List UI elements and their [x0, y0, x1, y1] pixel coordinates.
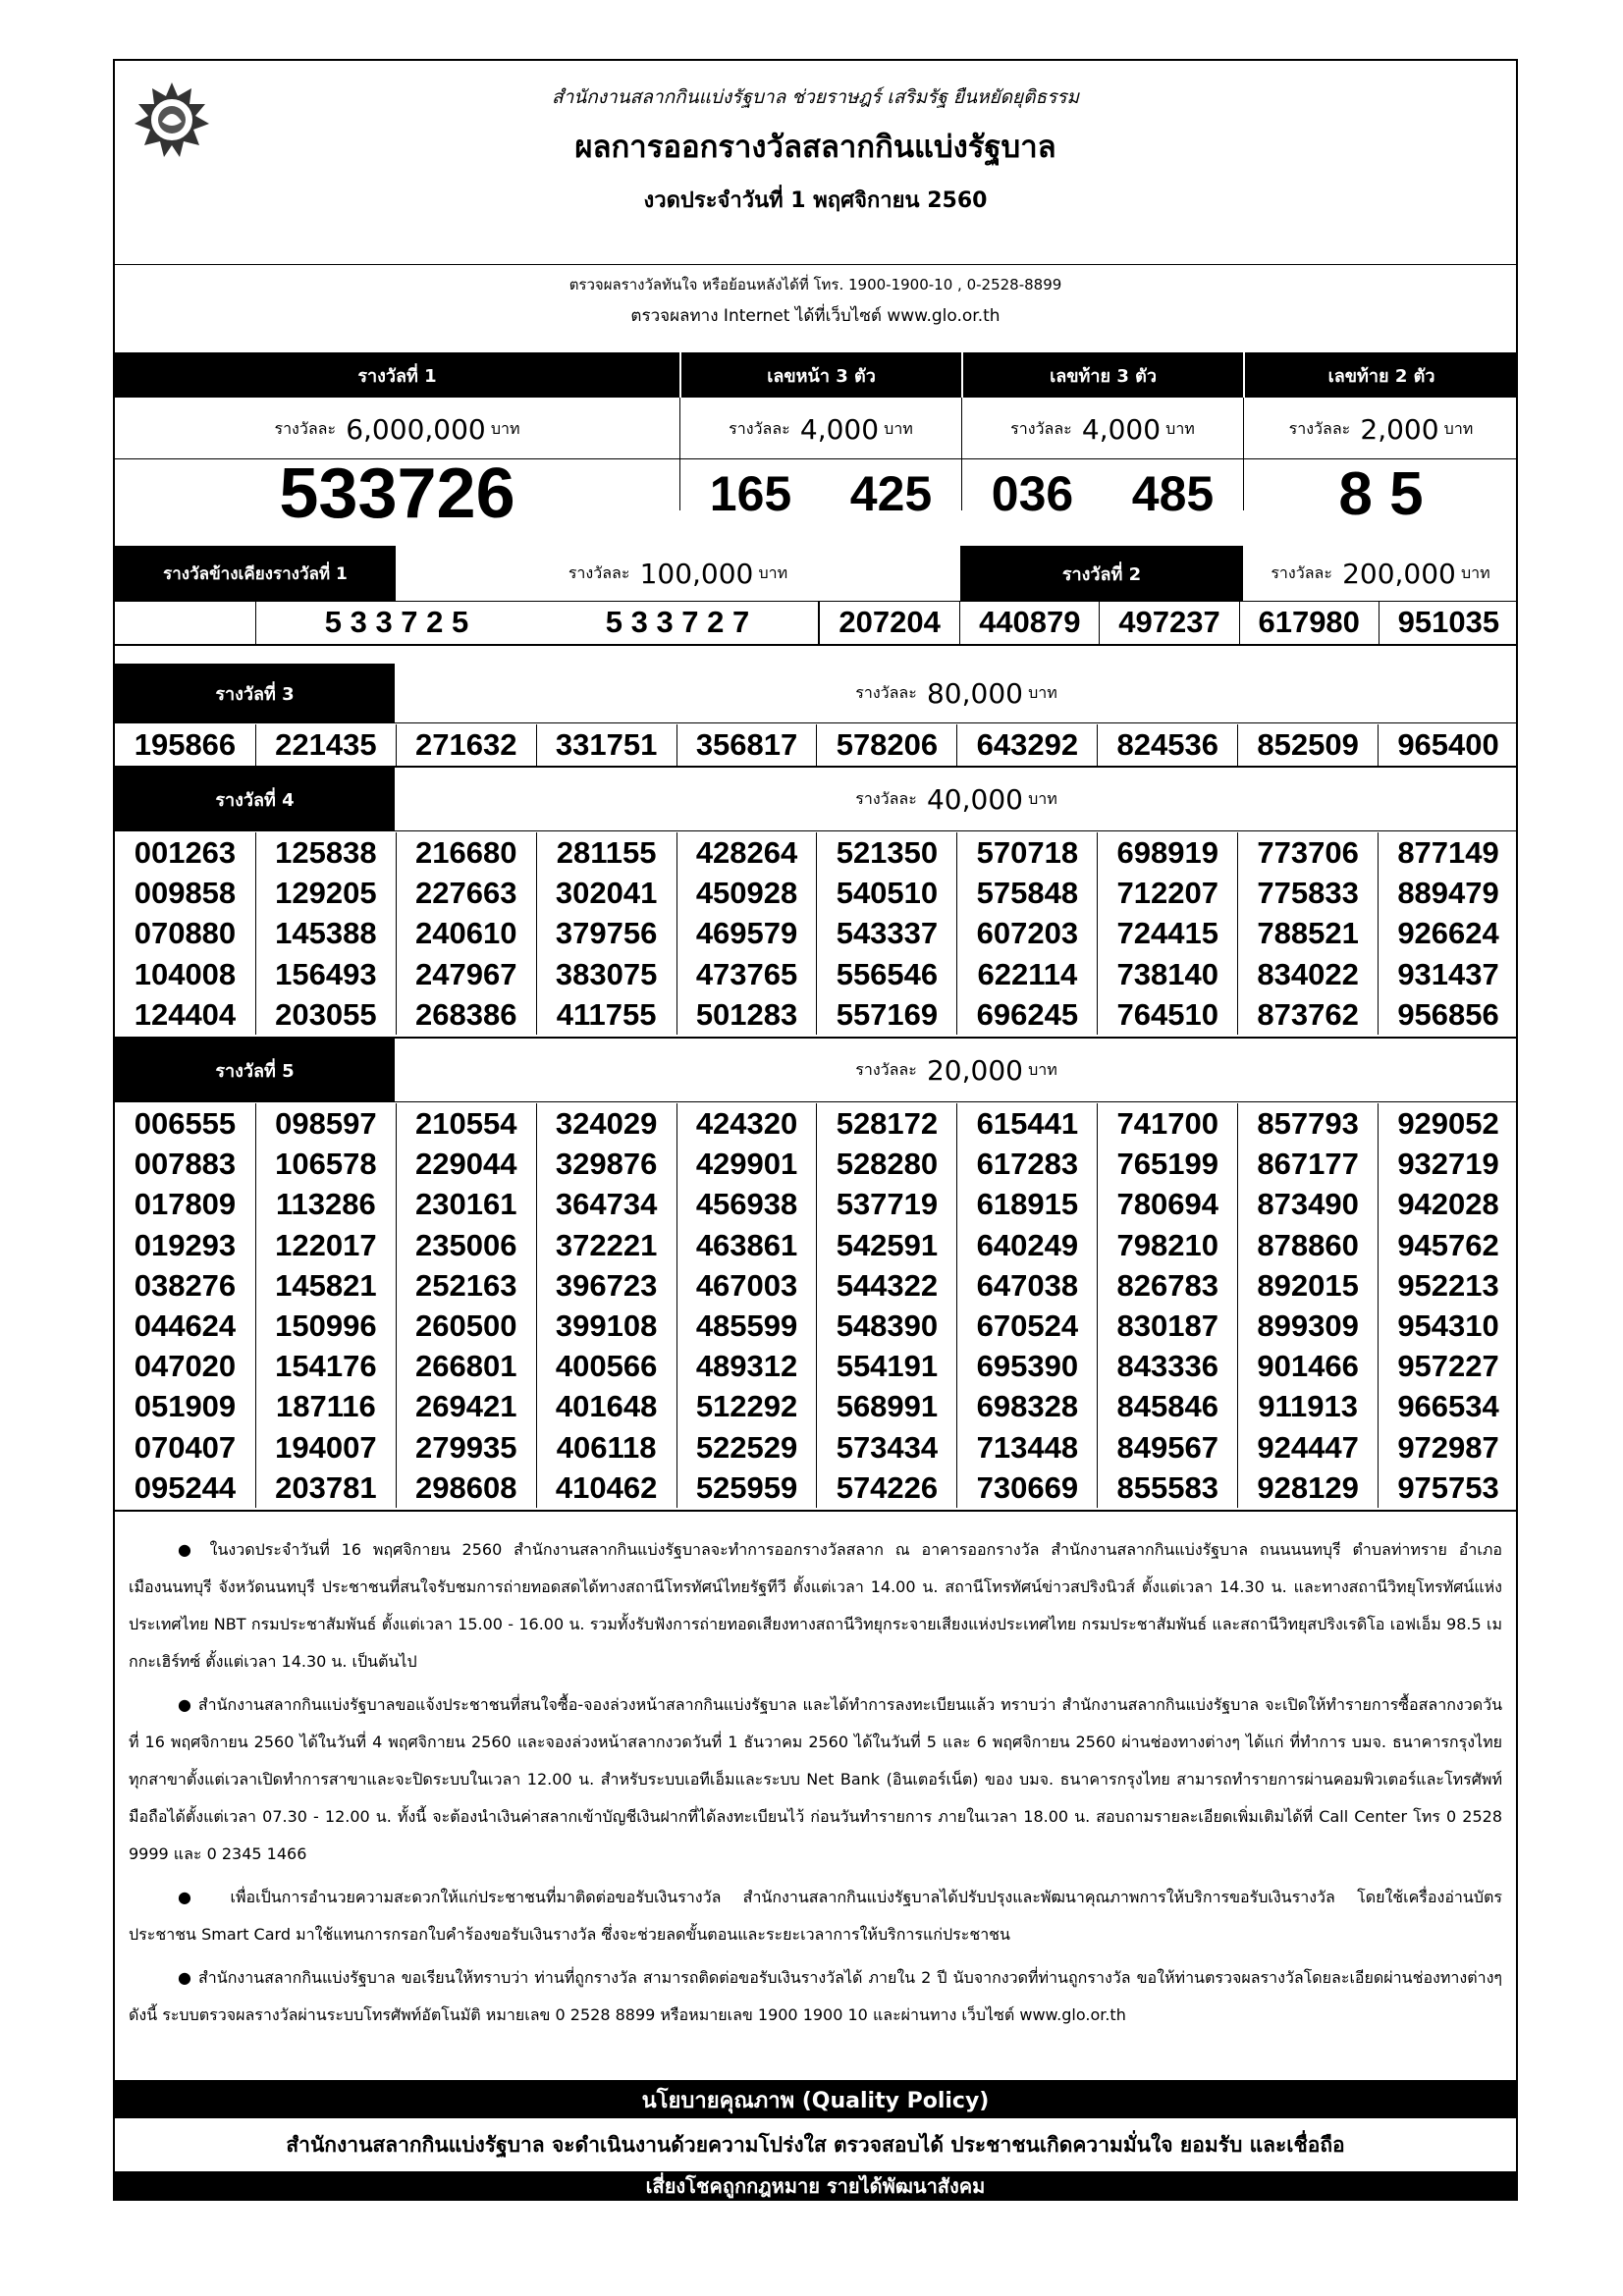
quality-policy-title: นโยบายคุณภาพ (Quality Policy) — [115, 2081, 1516, 2118]
fifth-prize-number: 512292 — [676, 1386, 817, 1426]
third-prize-number: 271632 — [396, 724, 536, 766]
fifth-prize-number: 070407 — [134, 1429, 237, 1465]
fifth-prize-number: 617283 — [956, 1144, 1097, 1184]
fifth-prize-number: 972987 — [1378, 1427, 1518, 1468]
fourth-prize-numbers — [115, 832, 1518, 1035]
fifth-prize-number: 235006 — [396, 1225, 536, 1265]
fifth-prize-number: 698328 — [956, 1386, 1097, 1426]
fifth-prize-number: 798210 — [1097, 1225, 1237, 1265]
fifth-prize-number: 929052 — [1378, 1103, 1518, 1144]
fifth-prize-number: 892015 — [1237, 1265, 1378, 1306]
fifth-prize-number: 957227 — [1378, 1346, 1518, 1386]
fifth-prize-number: 542591 — [816, 1225, 956, 1265]
last2-number: 8 5 — [1338, 459, 1424, 528]
fourth-prize-number: 698919 — [1097, 832, 1237, 873]
third-prize-number: 643292 — [956, 724, 1097, 766]
fourth-prize-number: 889479 — [1378, 873, 1518, 913]
divider — [115, 1101, 1516, 1102]
fifth-prize-number: 855583 — [1097, 1468, 1237, 1508]
near-first-amount: รางวัลละ 100,000 บาท — [568, 557, 788, 590]
fifth-prize-number: 038276 — [134, 1267, 237, 1303]
fifth-prize-number: 364734 — [536, 1184, 676, 1224]
third-prize-number: 578206 — [816, 724, 956, 766]
announcement-notes — [115, 1531, 1516, 2040]
fifth-prize-number: 615441 — [956, 1103, 1097, 1144]
second-prize-number: 617980 — [1239, 601, 1379, 644]
fourth-prize-number: 557169 — [816, 994, 956, 1035]
third-prize-number: 852509 — [1237, 724, 1378, 766]
fourth-prize-number: 570718 — [956, 832, 1097, 873]
note-paragraph: ● เพื่อเป็นการอำนวยความสะดวกให้แก่ประชาชนที่มาติดต่อขอรับเงินรางวัล สำนักงานสลากกินแบ่งรัฐบาลได้ปรับปรุงและพัฒนาคุณภาพการให้บริการขอรับเงินรางวัล โดยใช้เครื่องอ่านบัตรประชาชน Smart Card มาใช้แทนการกรอกใบคำร้องขอรับเงินรางวัล ซึ่งจะช่วยลดขั้นตอนและระยะเวลาการให้บริการแก่ประชาชน — [129, 1888, 1502, 1944]
front3-number-1: 165 — [709, 466, 792, 521]
fifth-prize-number: 952213 — [1378, 1265, 1518, 1306]
fourth-prize-amount: รางวัลละ 40,000 บาท — [855, 782, 1057, 816]
fifth-prize-number: 372221 — [536, 1225, 676, 1265]
fifth-prize-number: 954310 — [1378, 1306, 1518, 1346]
fifth-prize-number: 260500 — [396, 1306, 536, 1346]
fifth-prize-number: 406118 — [536, 1427, 676, 1468]
third-prize-number: 965400 — [1378, 724, 1518, 766]
slogan: เสี่ยงโชคถูกกฎหมาย รายได้พัฒนาสังคม — [115, 2171, 1516, 2201]
fifth-prize-number: 574226 — [816, 1468, 956, 1508]
second-prize-numbers — [818, 601, 1518, 644]
last3-number-2: 485 — [1131, 466, 1215, 521]
fourth-prize-number: 521350 — [816, 832, 956, 873]
fifth-prize-number: 194007 — [255, 1427, 396, 1468]
second-prize-number: 497237 — [1099, 601, 1238, 644]
fifth-prize-number: 780694 — [1097, 1184, 1237, 1224]
fifth-prize-number: 741700 — [1097, 1103, 1237, 1144]
fifth-prize-number: 006555 — [134, 1106, 237, 1141]
fifth-prize-number: 670524 — [956, 1306, 1097, 1346]
fourth-prize-number: 070880 — [134, 916, 237, 951]
fifth-prize-numbers — [115, 1103, 1518, 1508]
fourth-prize-number: 877149 — [1378, 832, 1518, 873]
fifth-prize-number: 713448 — [956, 1427, 1097, 1468]
last2-label: เลขท้าย 2 ตัว — [1245, 352, 1518, 398]
fifth-prize-number: 618915 — [956, 1184, 1097, 1224]
lottery-result-sheet — [113, 59, 1518, 2201]
fourth-prize-number: 203055 — [255, 994, 396, 1035]
near-first-label: รางวัลข้างเคียงรางวัลที่ 1 — [115, 546, 396, 601]
fourth-prize-number: 469579 — [676, 913, 817, 953]
fifth-prize-number: 154176 — [255, 1346, 396, 1386]
fifth-prize-number: 554191 — [816, 1346, 956, 1386]
fourth-prize-number: 738140 — [1097, 954, 1237, 994]
fifth-prize-number: 537719 — [816, 1184, 956, 1224]
header — [115, 61, 1516, 265]
last3-number-1: 036 — [991, 466, 1074, 521]
fourth-prize-number: 764510 — [1097, 994, 1237, 1035]
second-prize-label: รางวัลที่ 2 — [960, 546, 1243, 601]
fourth-prize-number: 775833 — [1237, 873, 1378, 913]
third-prize-number: 195866 — [134, 727, 237, 762]
fourth-prize-number: 956856 — [1378, 994, 1518, 1035]
last2-amount: รางวัลละ 2,000 บาท — [1288, 412, 1474, 446]
fifth-prize-number: 826783 — [1097, 1265, 1237, 1306]
third-prize-numbers — [115, 724, 1518, 766]
third-prize-number: 331751 — [536, 724, 676, 766]
contact-phone: ตรวจผลรางวัลทันใจ หรือย้อนหลังได้ที่ โทร. 1900-1900-10 , 0-2528-8899 — [568, 276, 1062, 294]
fifth-prize-number: 150996 — [255, 1306, 396, 1346]
fifth-prize-number: 279935 — [396, 1427, 536, 1468]
fourth-prize-number: 129205 — [255, 873, 396, 913]
fourth-prize-number: 411755 — [536, 994, 676, 1035]
fourth-prize-number: 926624 — [1378, 913, 1518, 953]
fourth-prize-number: 240610 — [396, 913, 536, 953]
fifth-prize-number: 901466 — [1237, 1346, 1378, 1386]
fifth-prize-number: 845846 — [1097, 1386, 1237, 1426]
fifth-prize-number: 429901 — [676, 1144, 817, 1184]
fifth-prize-number: 647038 — [956, 1265, 1097, 1306]
fifth-prize-number: 230161 — [396, 1184, 536, 1224]
fourth-prize-number: 556546 — [816, 954, 956, 994]
fourth-prize-number: 379756 — [536, 913, 676, 953]
motto: สำนักงานสลากกินแบ่งรัฐบาล ช่วยราษฎร์ เสริมรัฐ ยืนหยัดยุติธรรม — [551, 86, 1080, 108]
third-prize-number: 824536 — [1097, 724, 1237, 766]
second-prize-number: 951035 — [1379, 601, 1518, 644]
fourth-prize-number: 145388 — [255, 913, 396, 953]
fifth-prize-number: 525959 — [676, 1468, 817, 1508]
fifth-prize-number: 548390 — [816, 1306, 956, 1346]
quality-policy-text: สำนักงานสลากกินแบ่งรัฐบาล จะดำเนินงานด้วยความโปร่งใส ตรวจสอบได้ ประชาชนเกิดความมั่นใจ ยอมรับ และเชื่อถือ — [286, 2132, 1345, 2157]
fourth-prize-number: 001263 — [134, 835, 237, 870]
second-prize-number: 440879 — [959, 601, 1099, 644]
fifth-prize-number: 878860 — [1237, 1225, 1378, 1265]
front3-amount: รางวัลละ 4,000 บาท — [729, 412, 913, 446]
fourth-prize-number: 540510 — [816, 873, 956, 913]
fourth-prize-number: 724415 — [1097, 913, 1237, 953]
fifth-prize-number: 098597 — [255, 1103, 396, 1144]
fourth-prize-number: 247967 — [396, 954, 536, 994]
fifth-prize-number: 924447 — [1237, 1427, 1378, 1468]
front3-label: เลขหน้า 3 ตัว — [681, 352, 961, 398]
fifth-prize-number: 329876 — [536, 1144, 676, 1184]
fifth-prize-number: 867177 — [1237, 1144, 1378, 1184]
fourth-prize-number: 104008 — [134, 956, 237, 991]
last3-label: เลขท้าย 3 ตัว — [963, 352, 1243, 398]
fifth-prize-number: 830187 — [1097, 1306, 1237, 1346]
fourth-prize-number: 383075 — [536, 954, 676, 994]
fifth-prize-number: 528172 — [816, 1103, 956, 1144]
fourth-prize-number: 268386 — [396, 994, 536, 1035]
third-prize-amount: รางวัลละ 80,000 บาท — [855, 676, 1057, 710]
fifth-prize-number: 568991 — [816, 1386, 956, 1426]
fourth-prize-number: 696245 — [956, 994, 1097, 1035]
draw-date: งวดประจำวันที่ 1 พฤศจิกายน 2560 — [643, 188, 988, 213]
fifth-prize-number: 942028 — [1378, 1184, 1518, 1224]
first-prize-number: 533726 — [279, 454, 515, 533]
fifth-prize-number: 928129 — [1237, 1468, 1378, 1508]
divider — [115, 722, 1516, 723]
first-prize-label: รางวัลที่ 1 — [115, 352, 679, 398]
fifth-prize-number: 401648 — [536, 1386, 676, 1426]
fourth-prize-number: 773706 — [1237, 832, 1378, 873]
near-first-number-1: 5 3 3 7 2 5 — [324, 605, 469, 639]
page-title: ผลการออกรางวัลสลากกินแบ่งรัฐบาล — [574, 130, 1056, 165]
fourth-prize-number: 712207 — [1097, 873, 1237, 913]
fifth-prize-number: 467003 — [676, 1265, 817, 1306]
fifth-prize-number: 873490 — [1237, 1184, 1378, 1224]
contact-web: ตรวจผลทาง Internet ได้ที่เว็บไซต์ www.glo.or.th — [630, 306, 1001, 326]
fifth-prize-number: 463861 — [676, 1225, 817, 1265]
divider — [115, 644, 1516, 646]
front3-number-2: 425 — [849, 466, 933, 521]
fifth-prize-number: 849567 — [1097, 1427, 1237, 1468]
fifth-prize-number: 640249 — [956, 1225, 1097, 1265]
fifth-prize-number: 945762 — [1378, 1225, 1518, 1265]
third-prize-label: รางวัลที่ 3 — [115, 664, 395, 722]
fifth-prize-number: 489312 — [676, 1346, 817, 1386]
divider — [115, 1510, 1516, 1512]
fifth-prize-number: 324029 — [536, 1103, 676, 1144]
fifth-prize-number: 857793 — [1237, 1103, 1378, 1144]
fifth-prize-amount: รางวัลละ 20,000 บาท — [855, 1053, 1057, 1087]
fifth-prize-number: 695390 — [956, 1346, 1097, 1386]
fifth-prize-number: 122017 — [255, 1225, 396, 1265]
fourth-prize-number: 473765 — [676, 954, 817, 994]
fourth-prize-number: 227663 — [396, 873, 536, 913]
fourth-prize-number: 575848 — [956, 873, 1097, 913]
fifth-prize-number: 017809 — [134, 1187, 237, 1222]
fourth-prize-number: 788521 — [1237, 913, 1378, 953]
third-prize-number: 356817 — [676, 724, 817, 766]
fourth-prize-number: 124404 — [134, 996, 237, 1032]
fifth-prize-number: 843336 — [1097, 1346, 1237, 1386]
near-first-number-2: 5 3 3 7 2 7 — [605, 605, 750, 639]
fifth-prize-number: 396723 — [536, 1265, 676, 1306]
fifth-prize-number: 095244 — [134, 1469, 237, 1505]
fourth-prize-number: 450928 — [676, 873, 817, 913]
fifth-prize-number: 911913 — [1237, 1386, 1378, 1426]
fifth-prize-number: 113286 — [255, 1184, 396, 1224]
note-paragraph: ● สำนักงานสลากกินแบ่งรัฐบาลขอแจ้งประชาชนที่สนใจซื้อ-จองล่วงหน้าสลากกินแบ่งรัฐบาล และได้ทำการลงทะเบียนแล้ว ทราบว่า สำนักงานสลากกินแบ่งรัฐบาล จะเปิดให้ทำรายการซื้อสลากงวดวันที่ 16 พฤศจิกายน 2560 ได้ในวันที่ 4 พฤศจิกายน 2560 และจองล่วงหน้าสลากงวดวันที่ 1 ธันวาคม 2560 ได้ในวันที่ 5 และ 6 พฤศจิกายน 2560 ผ่านช่องทางต่างๆ ได้แก่ ที่ทำการ บมจ. ธนาคารกรุงไทย ทุกสาขาตั้งแต่เวลาเปิดทำการสาขาและจะปิดระบบในเวลา 12.00 น. สำหรับระบบเอทีเอ็มและระบบ Net Bank (อินเตอร์เน็ต) ของ บมจ. ธนาคารกรุงไทย สามารถทำรายการผ่านคอมพิวเตอร์และโทรศัพท์มือถือได้ตั้งแต่เวลา 07.30 - 12.00 น. ทั้งนี้ จะต้องนำเงินค่าสลากเข้าบัญชีเงินฝากที่ได้ลงทะเบียนไว้ ก่อนวันทำรายการ ภายในเวลา 18.00 น. สอบถามรายละเอียดเพิ่มเติมได้ที่ Call Center โทร 0 2528 9999 และ 0 2345 1466 — [129, 1695, 1502, 1863]
fifth-prize-number: 229044 — [396, 1144, 536, 1184]
fourth-prize-number: 622114 — [956, 954, 1097, 994]
fifth-prize-number: 007883 — [134, 1147, 237, 1182]
fourth-prize-number: 302041 — [536, 873, 676, 913]
fourth-prize-number: 281155 — [536, 832, 676, 873]
second-prize-amount: รางวัลละ 200,000 บาท — [1271, 557, 1490, 590]
fourth-prize-number: 428264 — [676, 832, 817, 873]
second-prize-number: 207204 — [839, 605, 941, 639]
fourth-prize-number: 607203 — [956, 913, 1097, 953]
fifth-prize-number: 298608 — [396, 1468, 536, 1508]
fifth-prize-number: 966534 — [1378, 1386, 1518, 1426]
fifth-prize-number: 410462 — [536, 1468, 676, 1508]
fifth-prize-number: 522529 — [676, 1427, 817, 1468]
fourth-prize-number: 216680 — [396, 832, 536, 873]
divider — [115, 830, 1516, 831]
fifth-prize-number: 210554 — [396, 1103, 536, 1144]
fifth-prize-number: 187116 — [255, 1386, 396, 1426]
note-paragraph: ● สำนักงานสลากกินแบ่งรัฐบาล ขอเรียนให้ทราบว่า ท่านที่ถูกรางวัล สามารถติดต่อขอรับเงินรางวัลได้ ภายใน 2 ปี นับจากงวดที่ท่านถูกรางวัล ขอให้ท่านตรวจผลรางวัลโดยละเอียดผ่านช่องทางต่างๆ ดังนี้ ระบบตรวจผลรางวัลผ่านระบบโทรศัพท์อัตโนมัติ หมายเลข 0 2528 8899 หรือหมายเลข 1900 1900 10 และผ่านทาง เว็บไซต์ www.glo.or.th — [129, 1968, 1502, 2024]
fifth-prize-number: 424320 — [676, 1103, 817, 1144]
fourth-prize-number: 873762 — [1237, 994, 1378, 1035]
fifth-prize-number: 765199 — [1097, 1144, 1237, 1184]
note-paragraph: ● ในงวดประจำวันที่ 16 พฤศจิกายน 2560 สำนักงานสลากกินแบ่งรัฐบาลจะทำการออกรางวัลสลาก ณ อาคารออกรางวัล สำนักงานสลากกินแบ่งรัฐบาล ถนนนนทบุรี ตำบลท่าทราย อำเภอเมืองนนทบุรี จังหวัดนนทบุรี ประชาชนที่สนใจรับชมการถ่ายทอดสดได้ทางสถานีโทรทัศน์ไทยรัฐทีวี ตั้งแต่เวลา 14.00 น. สถานีโทรทัศน์ข่าวสปริงนิวส์ ตั้งแต่เวลา 14.30 น. และทางสถานีวิทยุโทรทัศน์แห่งประเทศไทย NBT กรมประชาสัมพันธ์ ตั้งแต่เวลา 15.00 - 16.00 น. รวมทั้งรับฟังการถ่ายทอดเสียงทางสถานีวิทยุกระจายเสียงแห่งประเทศไทย กรมประชาสัมพันธ์ และสถานีวิทยุสปริงเรดิโอ เอฟเอ็ม 98.5 เมกกะเฮิร์ทซ์ ตั้งแต่เวลา 14.30 น. เป็นต้นไป — [129, 1540, 1502, 1671]
fifth-prize-number: 730669 — [956, 1468, 1097, 1508]
fifth-prize-number: 975753 — [1378, 1468, 1518, 1508]
fifth-prize-label: รางวัลที่ 5 — [115, 1039, 395, 1101]
fifth-prize-number: 456938 — [676, 1184, 817, 1224]
fifth-prize-number: 544322 — [816, 1265, 956, 1306]
fourth-prize-number: 834022 — [1237, 954, 1378, 994]
fifth-prize-number: 266801 — [396, 1346, 536, 1386]
last3-amount: รางวัลละ 4,000 บาท — [1010, 412, 1195, 446]
fifth-prize-number: 252163 — [396, 1265, 536, 1306]
fifth-prize-number: 019293 — [134, 1227, 237, 1262]
fifth-prize-number: 203781 — [255, 1468, 396, 1508]
fifth-prize-number: 145821 — [255, 1265, 396, 1306]
fourth-prize-number: 009858 — [134, 876, 237, 911]
fifth-prize-number: 932719 — [1378, 1144, 1518, 1184]
fifth-prize-number: 528280 — [816, 1144, 956, 1184]
fourth-prize-number: 931437 — [1378, 954, 1518, 994]
fourth-prize-number: 543337 — [816, 913, 956, 953]
fifth-prize-number: 047020 — [134, 1349, 237, 1384]
fourth-prize-label: รางวัลที่ 4 — [115, 768, 395, 830]
fifth-prize-number: 400566 — [536, 1346, 676, 1386]
fifth-prize-number: 044624 — [134, 1308, 237, 1343]
fifth-prize-number: 899309 — [1237, 1306, 1378, 1346]
fifth-prize-number: 485599 — [676, 1306, 817, 1346]
first-prize-amount: รางวัลละ 6,000,000 บาท — [274, 412, 520, 446]
fourth-prize-number: 501283 — [676, 994, 817, 1035]
fifth-prize-number: 106578 — [255, 1144, 396, 1184]
third-prize-number: 221435 — [255, 724, 396, 766]
fourth-prize-number: 125838 — [255, 832, 396, 873]
fourth-prize-number: 156493 — [255, 954, 396, 994]
fifth-prize-number: 269421 — [396, 1386, 536, 1426]
fifth-prize-number: 051909 — [134, 1389, 237, 1424]
fifth-prize-number: 399108 — [536, 1306, 676, 1346]
fifth-prize-number: 573434 — [816, 1427, 956, 1468]
